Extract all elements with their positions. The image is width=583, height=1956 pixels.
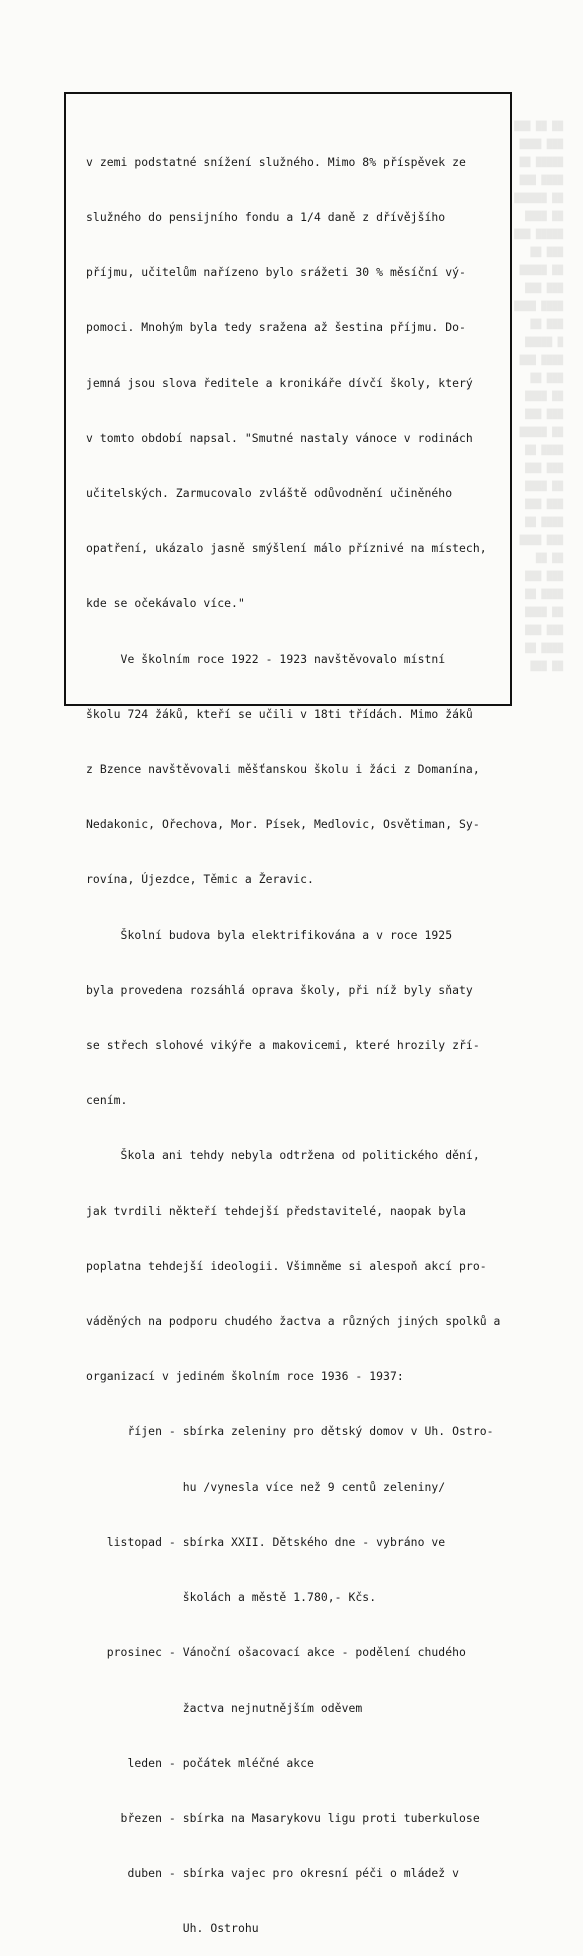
text-line: opatření, ukázalo jasně smýšlení málo příznivé na místech, [86,541,487,556]
text-line: se střech slohové vikýře a makovicemi, které hrozily zří- [86,1038,480,1053]
text-line: cením. [86,1093,128,1108]
text-line: příjmu, učitelům nařízeno bylo srážeti 30 % měsíční vý- [86,265,466,280]
list-item-continuation: hu /vynesla více než 9 centů zeleniny/ [86,1479,446,1494]
text-line: kde se očekávalo více." [86,596,245,611]
text-line: jemná jsou slova ředitele a kronikáře dívčí školy, který [86,375,473,390]
list-item: leden - počátek mléčné akce [86,1755,314,1770]
list-item: duben - sbírka vajec pro okresní péči o mládež v [86,1866,460,1881]
text-line: váděných na podporu chudého žactva a různých jiných spolků a [86,1314,501,1329]
text-line: Školní budova byla elektrifikována a v roce 1925 [86,927,453,942]
text-line: jak tvrdili někteří tehdejší představitelé, naopak byla [86,1203,466,1218]
list-item-continuation: školách a městě 1.780,- Kčs. [86,1590,377,1605]
list-item: březen - sbírka na Masarykovu ligu proti tuberkulose [86,1810,480,1825]
text-line: školu 724 žáků, kteří se učili v 18ti třídách. Mimo žáků [86,706,473,721]
list-item: říjen - sbírka zeleniny pro dětský domov v Uh. Ostro- [86,1424,494,1439]
text-line: Nedakonic, Ořechova, Mor. Písek, Medlovic, Osvětiman, Sy- [86,817,480,832]
text-line: poplatna tehdejší ideologii. Všimněme si alespoň akcí pro- [86,1258,487,1273]
list-item-continuation: Uh. Ostrohu [86,1921,259,1936]
text-line: z Bzence navštěvovali měšťanskou školu i žáci z Domanína, [86,762,480,777]
reverse-side-bleed-through: ███ ██ ██ ████ ███ ██ █████ ███ ████ ██████ ██ ████ ██ ███ █████ ██ ███ █████ ██ ███ ███ ████ ████ ██ ███ █████ █ ███ ████ ██ ███ ████ ██ ███ ███ █████ ██ ██ ████ ███ ███ ████ ██ ███ ███ ██ ████ ████ ███ ██ ██ ███ ███ ██ ████ ████ ██ ███ ███ ██ ████ ███ ██ [514,122,563,672]
text-line: organizací v jediném školním roce 1936 - 1937: [86,1369,404,1384]
document-body [86,116,506,1956]
text-line: služného do pensijního fondu a 1/4 daně z dřívějšího [86,210,446,225]
text-line: byla provedena rozsáhlá oprava školy, při níž byly sňaty [86,982,473,997]
text-line: pomoci. Mnohým byla tedy sražena až šestina příjmu. Do- [86,320,466,335]
text-line: Škola ani tehdy nebyla odtržena od politického dění, [86,1148,480,1163]
text-line: učitelských. Zarmucovalo zvláště odůvodnění učiněného [86,486,453,501]
list-item-continuation: žactva nejnutnějším oděvem [86,1700,363,1715]
text-line: rovína, Újezdce, Těmic a Žeravic. [86,872,314,887]
list-item: listopad - sbírka XXII. Dětského dne - vybráno ve [86,1534,446,1549]
text-line: Ve školním roce 1922 - 1923 navštěvovalo místní [86,651,446,666]
text-line: v zemi podstatné snížení služného. Mimo 8% příspěvek ze [86,154,466,169]
list-item: prosinec - Vánoční ošacovací akce - podělení chudého [86,1645,466,1660]
text-line: v tomto období napsal. "Smutné nastaly vánoce v rodinách [86,430,473,445]
